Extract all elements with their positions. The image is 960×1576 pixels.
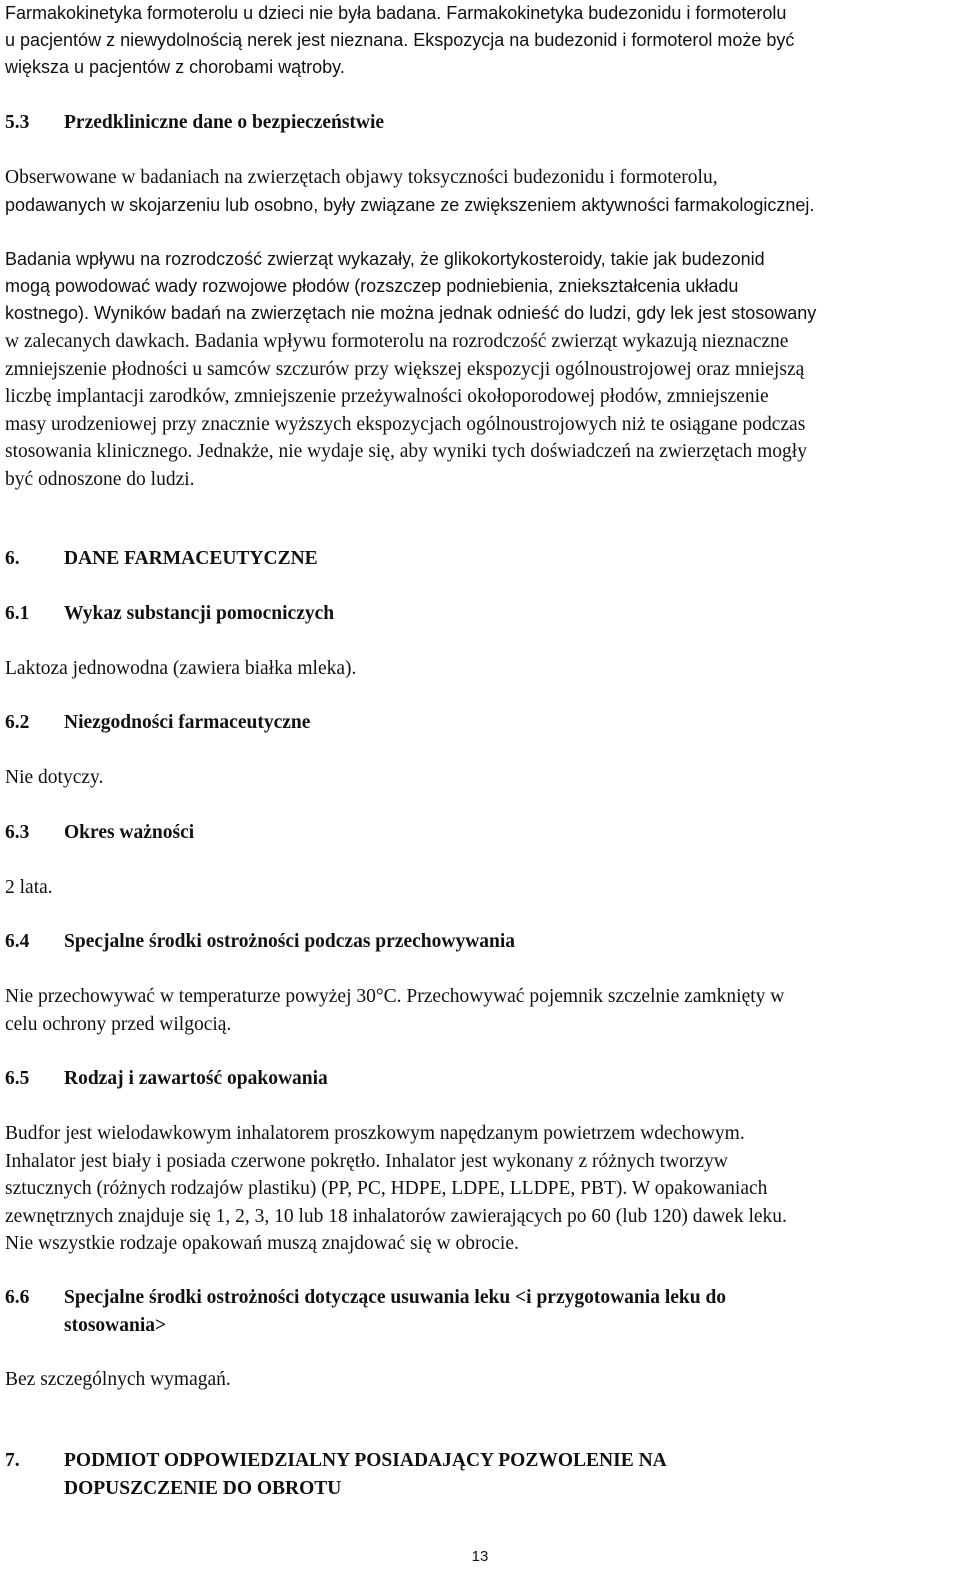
section-number: 6.5	[5, 1068, 30, 1089]
section-number: 6.	[5, 548, 20, 569]
section-5-3-paragraph-2-part-a	[5, 246, 955, 327]
text-line: większa u pacjentów z chorobami wątroby.	[5, 57, 345, 77]
section-6-4-text	[5, 983, 955, 1038]
text-line: Nie wszystkie rodzaje opakowań muszą znajdować się w obrocie.	[5, 1233, 519, 1254]
text-line: być odnoszone do ludzi.	[5, 468, 195, 490]
title-line: PODMIOT ODPOWIEDZIALNY POSIADAJĄCY POZWOLENIE NA	[64, 1450, 667, 1471]
text-line: sztucznych (różnych rodzajów plastiku) (PP, PC, HDPE, LDPE, LLDPE, PBT). W opakowaniach	[5, 1178, 768, 1199]
section-number: 6.3	[5, 822, 30, 843]
section-heading-6-3	[5, 819, 955, 847]
section-title: DANE FARMACEUTYCZNE	[64, 548, 318, 569]
text-line: Inhalator jest biały i posiada czerwone pokrętło. Inhalator jest wykonany z różnych tworzyw	[5, 1150, 728, 1172]
section-number: 6.4	[5, 931, 30, 952]
section-heading-6-4	[5, 928, 955, 956]
text-line: masy urodzeniowej przy znacznie wyższych ekspozycjach ogólnoustrojowych niż te osiągane podczas	[5, 413, 806, 435]
section-number: 7.	[5, 1450, 20, 1471]
section-6-5-text	[5, 1120, 955, 1258]
text-line: zewnętrznych znajduje się 1, 2, 3, 10 lub 18 inhalatorów zawierających po 60 (lub 120) dawek leku.	[5, 1205, 787, 1227]
section-title: Wykaz substancji pomocniczych	[64, 603, 335, 624]
title-line: Specjalne środki ostrożności dotyczące usuwania leku <i przygotowania leku do	[64, 1287, 727, 1308]
text-line: Budfor jest wielodawkowym inhalatorem proszkowym napędzanym powietrzem wdechowym.	[5, 1123, 745, 1144]
section-title: Przedkliniczne dane o bezpieczeństwie	[64, 112, 385, 133]
section-heading-6-6	[5, 1284, 955, 1339]
text-line: zmniejszenie płodności u samców szczurów przy większej ekspozycji ogólnoustrojowej oraz mniejszą	[5, 358, 805, 380]
section-5-3-paragraph-1-cont	[5, 192, 955, 219]
text-line: celu ochrony przed wilgocią.	[5, 1013, 232, 1035]
section-heading-6-2	[5, 709, 955, 737]
section-6-2-text: Nie dotyczy.	[5, 767, 104, 788]
text-line: podawanych w skojarzeniu lub osobno, były związane ze zwiększeniem aktywności farmakologicznej.	[5, 195, 815, 215]
section-title	[64, 1447, 955, 1502]
section-heading-6	[5, 545, 955, 573]
text-line: w zalecanych dawkach. Badania wpływu formoterolu na rozrodczość zwierząt wykazują nieznaczne	[5, 331, 789, 352]
text-line: mogą powodować wady rozwojowe płodów (rozszczep podniebienia, zniekształcenia układu	[5, 276, 739, 296]
text-line: kostnego). Wyników badań na zwierzętach nie można jednak odnieść do ludzi, gdy lek jest stosowany	[5, 303, 817, 323]
text-line: u pacjentów z niewydolnością nerek jest nieznana. Ekspozycja na budezonid i formoterol może być	[5, 30, 795, 50]
section-title: Okres ważności	[64, 822, 195, 843]
section-title: Niezgodności farmaceutyczne	[64, 712, 311, 733]
section-number: 5.3	[5, 112, 30, 133]
section-heading-7	[5, 1447, 955, 1502]
section-5-3-paragraph-2-part-b	[5, 328, 955, 493]
text-line: liczbę implantacji zarodków, zmniejszenie przeżywalności okołoporodowej płodów, zmniejszenie	[5, 386, 769, 407]
text-line: Obserwowane w badaniach na zwierzętach objawy toksyczności budezonidu i formoterolu,	[5, 167, 718, 188]
section-6-1-text: Laktoza jednowodna (zawiera białka mleka).	[5, 658, 357, 679]
intro-paragraph	[5, 0, 955, 81]
section-title	[64, 1284, 955, 1339]
section-number: 6.6	[5, 1287, 30, 1308]
section-title: Rodzaj i zawartość opakowania	[64, 1068, 328, 1089]
title-line: DOPUSZCZENIE DO OBROTU	[64, 1477, 342, 1499]
section-number: 6.1	[5, 603, 30, 624]
section-6-6-text: Bez szczególnych wymagań.	[5, 1369, 231, 1390]
text-line: stosowania klinicznego. Jednakże, nie wydaje się, aby wyniki tych doświadczeń na zwierzętach mogły	[5, 441, 807, 462]
section-heading-6-1	[5, 600, 955, 628]
section-5-3-paragraph-1	[5, 164, 955, 192]
section-6-3-text: 2 lata.	[5, 877, 53, 898]
text-line: Farmakokinetyka formoterolu u dzieci nie była badana. Farmakokinetyka budezonidu i formoterolu	[5, 3, 787, 23]
section-title: Specjalne środki ostrożności podczas przechowywania	[64, 931, 516, 952]
section-heading-5-3	[5, 109, 955, 137]
page-number: 13	[471, 1548, 489, 1565]
text-line: Nie przechowywać w temperaturze powyżej 30°C. Przechowywać pojemnik szczelnie zamknięty w	[5, 986, 785, 1007]
text-line: Badania wpływu na rozrodczość zwierząt wykazały, że glikokortykosteroidy, takie jak budezonid	[5, 249, 765, 269]
section-heading-6-5	[5, 1065, 955, 1093]
title-line: stosowania>	[64, 1314, 167, 1336]
section-number: 6.2	[5, 712, 30, 733]
